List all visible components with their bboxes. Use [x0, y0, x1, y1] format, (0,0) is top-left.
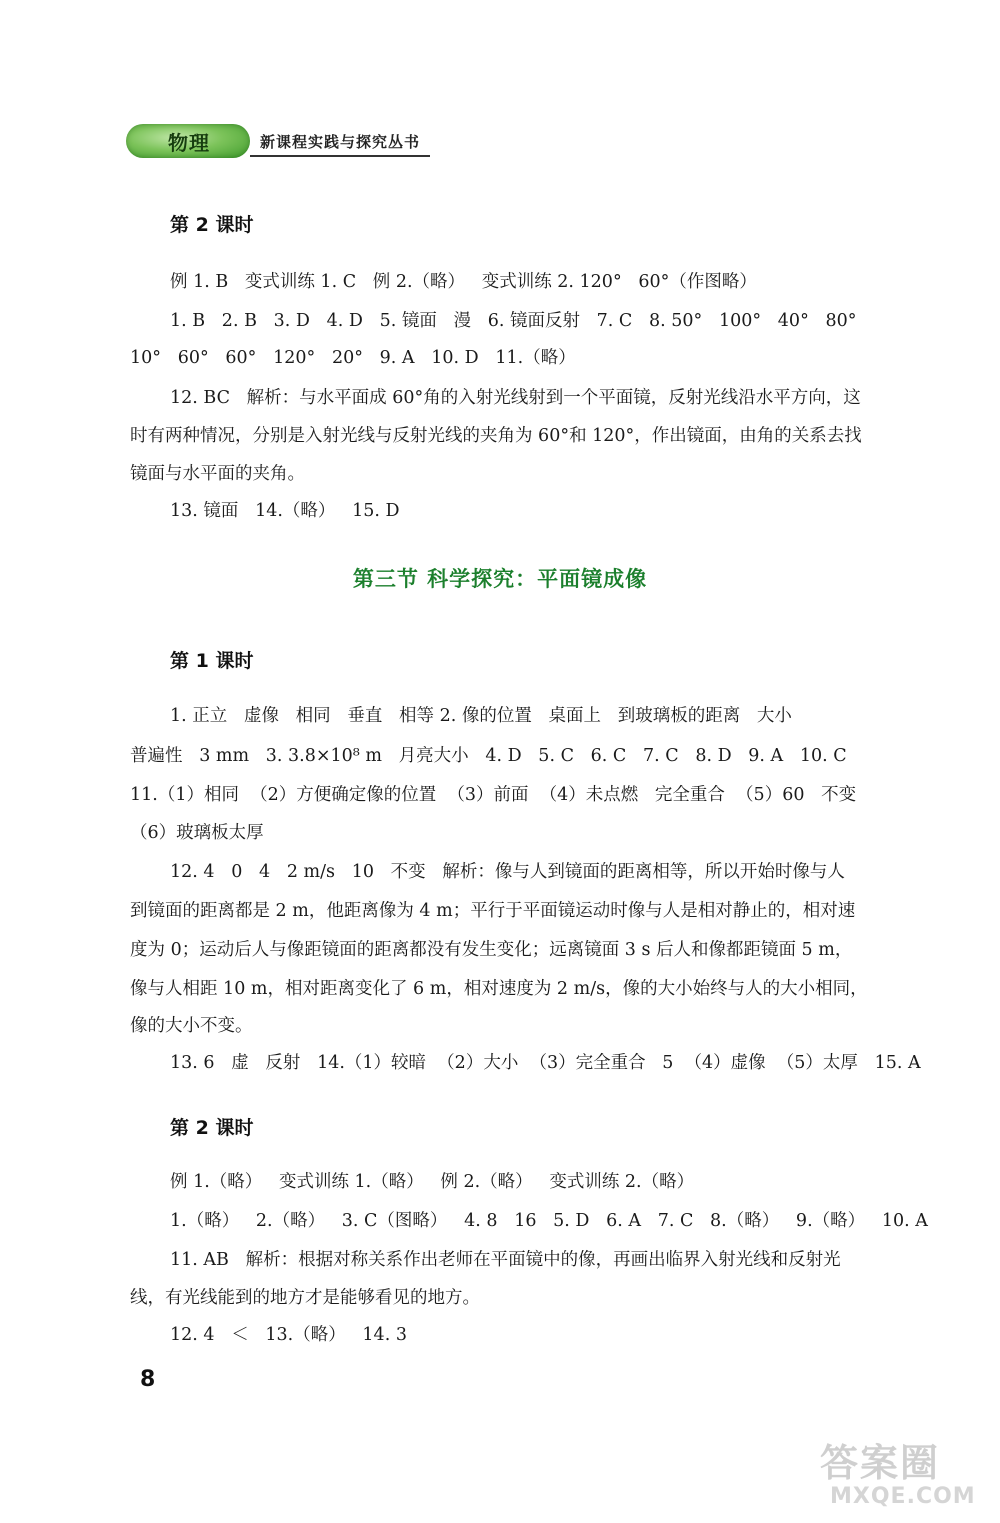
answer-line: 1.（略） 2.（略） 3. C（图略） 4. 8 16 5. D 6. A 7. C 8.（略） 9.（略） 10. A: [170, 1211, 928, 1231]
answer-line: 12. BC 解析：与水平面成 60°角的入射光线射到一个平面镜，反射光线沿水平方向，这: [170, 388, 861, 408]
answer-line: 1. B 2. B 3. D 4. D 5. 镜面 漫 6. 镜面反射 7. C 8. 50° 100° 40° 80°: [170, 311, 857, 331]
answer-line: 线，有光线能到的地方才是能够看见的地方。: [130, 1288, 480, 1308]
lesson-heading: 第 2 课时: [170, 1117, 254, 1139]
answer-line: （6）玻璃板太厚: [130, 823, 264, 843]
answer-line: 像的大小不变。: [130, 1016, 253, 1036]
watermark-logo: [820, 1432, 976, 1512]
lesson-heading: 第 1 课时: [170, 650, 254, 672]
page-number: 8: [140, 1367, 156, 1392]
watermark-title: 答案圈: [820, 1441, 941, 1485]
answer-line: 13. 镜面 14.（略） 15. D: [170, 501, 400, 521]
answer-line: 12. 4 0 4 2 m/s 10 不变 解析：像与人到镜面的距离相等，所以开始时像与人: [170, 862, 845, 882]
answer-line: 11.（1）相同 （2）方便确定像的位置 （3）前面 （4）未点燃 完全重合 （5）60 不变: [130, 785, 857, 805]
header-divider: [250, 155, 430, 157]
answer-line: 到镜面的距离都是 2 m，他距离像为 4 m；平行于平面镜运动时像与人是相对静止的，相对速: [130, 901, 856, 921]
section-title: 第三节 科学探究：平面镜成像: [352, 567, 648, 591]
answer-line: 镜面与水平面的夹角。: [130, 464, 305, 484]
watermark-url: MXQE.COM: [830, 1484, 976, 1509]
answer-line: 时有两种情况，分别是入射光线与反射光线的夹角为 60°和 120°，作出镜面，由角的关系去找: [130, 426, 862, 446]
subject-label: 物理: [168, 131, 210, 155]
answer-line: 例 1. B 变式训练 1. C 例 2.（略） 变式训练 2. 120° 60°（作图略）: [170, 272, 757, 292]
answer-line: 13. 6 虚 反射 14.（1）较暗 （2）大小 （3）完全重合 5 （4）虚像 （5）太厚 15. A: [170, 1053, 921, 1073]
answer-line: 度为 0；运动后人与像距镜面的距离都没有发生变化；远离镜面 3 s 后人和像都距镜面 5 m，: [130, 940, 853, 960]
answer-line: 1. 正立 虚像 相同 垂直 相等 2. 像的位置 桌面上 到玻璃板的距离 大小: [170, 706, 792, 726]
answer-line: 像与人相距 10 m，相对距离变化了 6 m，相对速度为 2 m/s，像的大小始终与人的大小相同，: [130, 979, 868, 999]
page-header: [126, 122, 436, 160]
series-title: 新课程实践与探究丛书: [260, 133, 421, 151]
lesson-heading: 第 2 课时: [170, 214, 254, 236]
answer-line: 10° 60° 60° 120° 20° 9. A 10. D 11.（略）: [130, 348, 576, 368]
answer-line: 例 1.（略） 变式训练 1.（略） 例 2.（略） 变式训练 2.（略）: [170, 1172, 695, 1192]
answer-line: 普遍性 3 mm 3. 3.8×10⁸ m 月亮大小 4. D 5. C 6. C 7. C 8. D 9. A 10. C: [130, 746, 847, 766]
answer-line: 11. AB 解析：根据对称关系作出老师在平面镜中的像，再画出临界入射光线和反射光: [170, 1250, 841, 1270]
answer-line: 12. 4 ＜ 13.（略） 14. 3: [170, 1325, 407, 1345]
